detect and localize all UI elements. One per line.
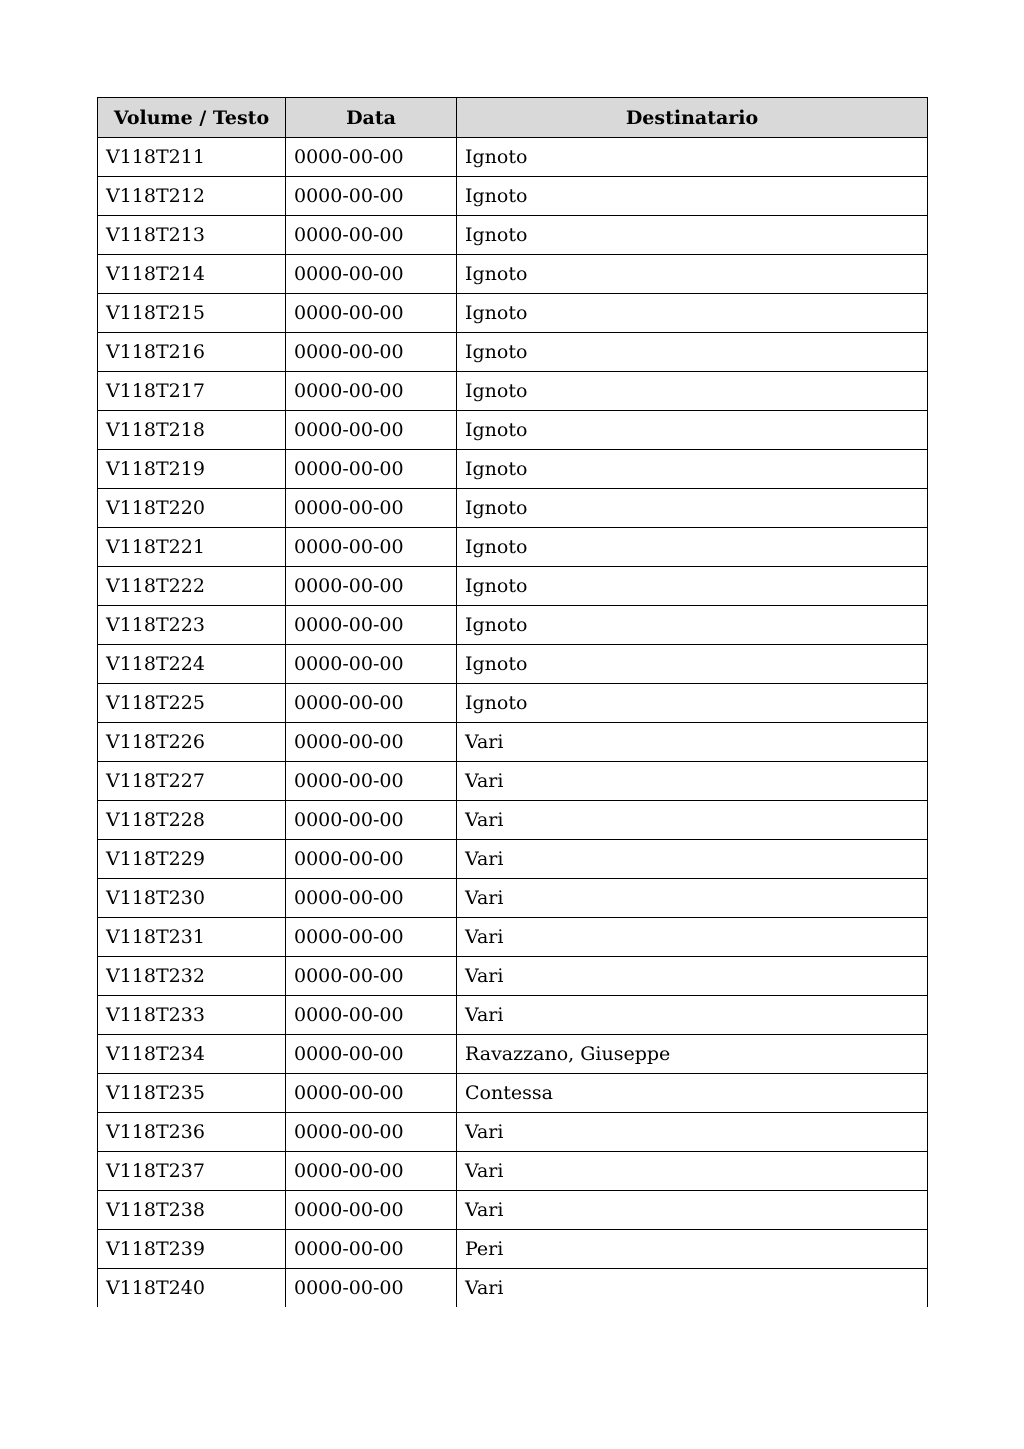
destinatario-cell: Ignoto <box>457 645 928 684</box>
volume-testo-cell: V118T235 <box>98 1074 286 1113</box>
destinatario-cell: Vari <box>457 1152 928 1191</box>
data-cell: 0000-00-00 <box>286 879 457 918</box>
destinatario-cell: Ignoto <box>457 489 928 528</box>
destinatario-cell: Ignoto <box>457 411 928 450</box>
data-cell: 0000-00-00 <box>286 450 457 489</box>
volume-testo-cell: V118T218 <box>98 411 286 450</box>
table-row <box>98 1269 928 1308</box>
destinatario-cell: Ignoto <box>457 450 928 489</box>
destinatario-cell: Vari <box>457 996 928 1035</box>
data-cell: 0000-00-00 <box>286 645 457 684</box>
data-cell: 0000-00-00 <box>286 255 457 294</box>
table-body <box>98 138 928 1308</box>
volume-testo-cell: V118T238 <box>98 1191 286 1230</box>
table-row <box>98 684 928 723</box>
destinatario-cell: Vari <box>457 1269 928 1308</box>
volume-testo-cell: V118T234 <box>98 1035 286 1074</box>
table-row <box>98 1035 928 1074</box>
data-cell: 0000-00-00 <box>286 1152 457 1191</box>
destinatario-cell: Ignoto <box>457 528 928 567</box>
table-row <box>98 138 928 177</box>
table-row <box>98 567 928 606</box>
data-cell: 0000-00-00 <box>286 411 457 450</box>
destinatario-cell: Ignoto <box>457 567 928 606</box>
data-cell: 0000-00-00 <box>286 1074 457 1113</box>
volume-testo-cell: V118T227 <box>98 762 286 801</box>
volume-testo-cell: V118T230 <box>98 879 286 918</box>
column-header-destinatario: Destinatario <box>457 98 928 138</box>
data-cell: 0000-00-00 <box>286 216 457 255</box>
table-header <box>98 98 928 138</box>
volume-testo-cell: V118T221 <box>98 528 286 567</box>
volume-testo-cell: V118T236 <box>98 1113 286 1152</box>
destinatario-cell: Vari <box>457 840 928 879</box>
data-cell: 0000-00-00 <box>286 294 457 333</box>
volume-testo-cell: V118T239 <box>98 1230 286 1269</box>
data-cell: 0000-00-00 <box>286 918 457 957</box>
data-cell: 0000-00-00 <box>286 996 457 1035</box>
table-row <box>98 1191 928 1230</box>
volume-testo-cell: V118T226 <box>98 723 286 762</box>
column-header-volume-testo: Volume / Testo <box>98 98 286 138</box>
destinatario-cell: Vari <box>457 1113 928 1152</box>
destinatario-cell: Ignoto <box>457 294 928 333</box>
table-row <box>98 294 928 333</box>
data-cell: 0000-00-00 <box>286 762 457 801</box>
volume-testo-cell: V118T213 <box>98 216 286 255</box>
table-row <box>98 528 928 567</box>
volume-testo-cell: V118T223 <box>98 606 286 645</box>
destinatario-cell: Vari <box>457 1191 928 1230</box>
data-cell: 0000-00-00 <box>286 684 457 723</box>
destinatario-cell: Ignoto <box>457 684 928 723</box>
volume-testo-cell: V118T222 <box>98 567 286 606</box>
table-row <box>98 372 928 411</box>
data-cell: 0000-00-00 <box>286 606 457 645</box>
volume-testo-cell: V118T240 <box>98 1269 286 1308</box>
table-row <box>98 1074 928 1113</box>
data-cell: 0000-00-00 <box>286 372 457 411</box>
data-cell: 0000-00-00 <box>286 957 457 996</box>
table-row <box>98 996 928 1035</box>
data-cell: 0000-00-00 <box>286 1191 457 1230</box>
volume-testo-cell: V118T228 <box>98 801 286 840</box>
table-row <box>98 333 928 372</box>
volume-testo-cell: V118T220 <box>98 489 286 528</box>
letters-table <box>97 97 928 1307</box>
data-cell: 0000-00-00 <box>286 723 457 762</box>
table-row <box>98 1113 928 1152</box>
volume-testo-cell: V118T219 <box>98 450 286 489</box>
volume-testo-cell: V118T229 <box>98 840 286 879</box>
volume-testo-cell: V118T215 <box>98 294 286 333</box>
destinatario-cell: Vari <box>457 723 928 762</box>
column-header-data: Data <box>286 98 457 138</box>
destinatario-cell: Ravazzano, Giuseppe <box>457 1035 928 1074</box>
destinatario-cell: Contessa <box>457 1074 928 1113</box>
destinatario-cell: Ignoto <box>457 138 928 177</box>
table-row <box>98 879 928 918</box>
volume-testo-cell: V118T217 <box>98 372 286 411</box>
volume-testo-cell: V118T214 <box>98 255 286 294</box>
data-cell: 0000-00-00 <box>286 177 457 216</box>
table-row <box>98 255 928 294</box>
table-row <box>98 489 928 528</box>
volume-testo-cell: V118T225 <box>98 684 286 723</box>
destinatario-cell: Ignoto <box>457 216 928 255</box>
table-row <box>98 762 928 801</box>
header-row <box>98 98 928 138</box>
destinatario-cell: Ignoto <box>457 333 928 372</box>
table-row <box>98 840 928 879</box>
destinatario-cell: Ignoto <box>457 372 928 411</box>
destinatario-cell: Vari <box>457 918 928 957</box>
volume-testo-cell: V118T237 <box>98 1152 286 1191</box>
volume-testo-cell: V118T233 <box>98 996 286 1035</box>
volume-testo-cell: V118T216 <box>98 333 286 372</box>
volume-testo-cell: V118T232 <box>98 957 286 996</box>
data-cell: 0000-00-00 <box>286 1113 457 1152</box>
volume-testo-cell: V118T224 <box>98 645 286 684</box>
data-cell: 0000-00-00 <box>286 489 457 528</box>
destinatario-cell: Vari <box>457 801 928 840</box>
destinatario-cell: Peri <box>457 1230 928 1269</box>
destinatario-cell: Ignoto <box>457 606 928 645</box>
data-cell: 0000-00-00 <box>286 138 457 177</box>
volume-testo-cell: V118T231 <box>98 918 286 957</box>
data-cell: 0000-00-00 <box>286 801 457 840</box>
data-cell: 0000-00-00 <box>286 1035 457 1074</box>
data-cell: 0000-00-00 <box>286 840 457 879</box>
volume-testo-cell: V118T212 <box>98 177 286 216</box>
table-row <box>98 645 928 684</box>
table-row <box>98 177 928 216</box>
data-cell: 0000-00-00 <box>286 1269 457 1308</box>
table-row <box>98 450 928 489</box>
destinatario-cell: Ignoto <box>457 255 928 294</box>
destinatario-cell: Vari <box>457 762 928 801</box>
data-cell: 0000-00-00 <box>286 528 457 567</box>
table-row <box>98 918 928 957</box>
table-row <box>98 606 928 645</box>
data-cell: 0000-00-00 <box>286 567 457 606</box>
destinatario-cell: Vari <box>457 957 928 996</box>
table-row <box>98 1152 928 1191</box>
table-row <box>98 1230 928 1269</box>
data-cell: 0000-00-00 <box>286 1230 457 1269</box>
table-row <box>98 801 928 840</box>
volume-testo-cell: V118T211 <box>98 138 286 177</box>
table-row <box>98 723 928 762</box>
table-row <box>98 411 928 450</box>
destinatario-cell: Ignoto <box>457 177 928 216</box>
destinatario-cell: Vari <box>457 879 928 918</box>
data-cell: 0000-00-00 <box>286 333 457 372</box>
table-row <box>98 216 928 255</box>
table-row <box>98 957 928 996</box>
